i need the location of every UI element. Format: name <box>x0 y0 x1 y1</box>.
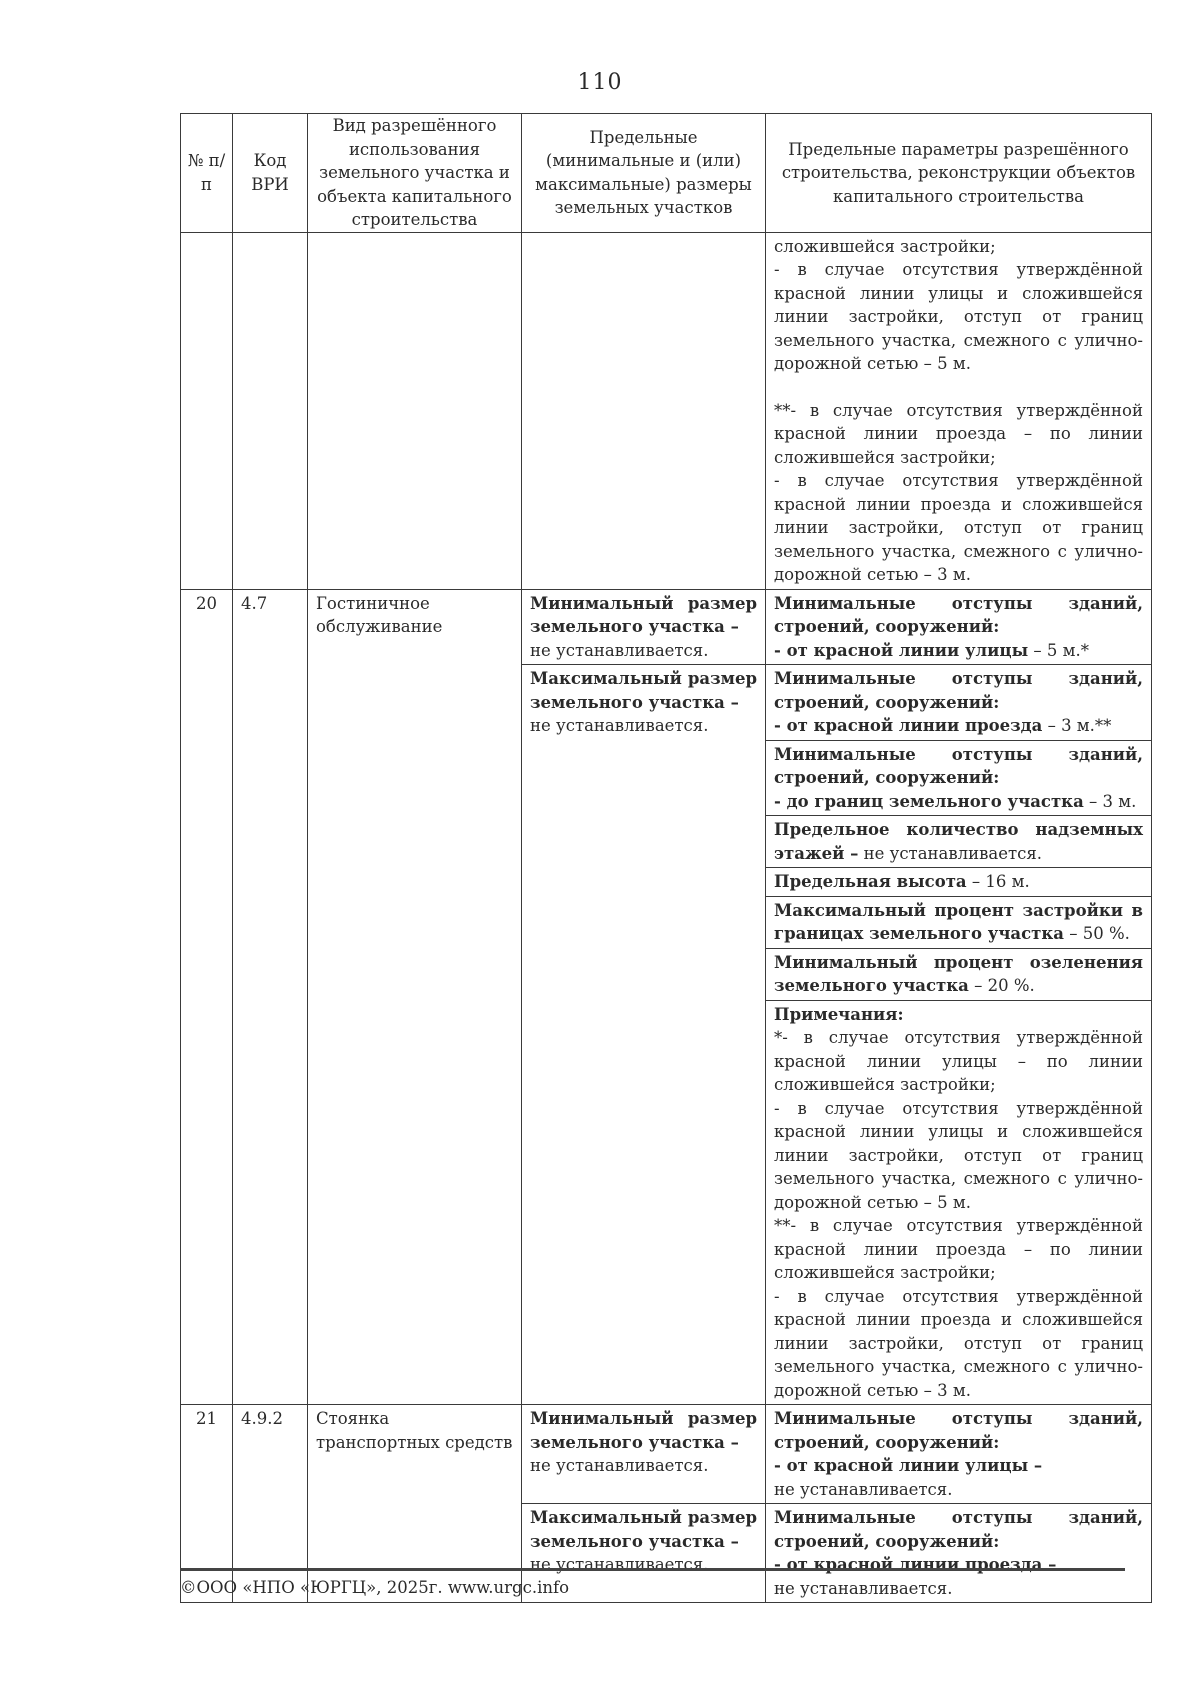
param-value: – 20 %. <box>968 976 1035 995</box>
param-value: не устанавливается. <box>858 843 1043 863</box>
param-label: Минимальные отступы зданий, строений, сооружений: <box>774 593 1143 636</box>
footer-divider <box>180 1568 1125 1571</box>
header-plot-size: Предельные (минимальные и (или) максимальные) размеры земельных участков <box>522 114 766 233</box>
min-plot-size-value: не устанавливается. <box>530 640 709 660</box>
table-row-continuation <box>181 232 1152 589</box>
row-use-name: Гостиничное обслуживание <box>308 589 522 1405</box>
param-value: – 50 %. <box>1063 924 1130 943</box>
param-label: Минимальные отступы зданий, строений, сооружений: <box>774 669 1143 712</box>
max-plot-size-label: Максимальный размер земельного участка – <box>530 1508 757 1551</box>
param-value: не устанавливается. <box>774 1479 953 1499</box>
row-number: 21 <box>181 1405 233 1603</box>
continuation-text-1: сложившейся застройки; - в случае отсутствия утверждённой красной линии улицы и сложившейся линии застройки, отступ от границ земельного участка, смежного с улично-дорожной сетью – 5 м. <box>774 236 1143 373</box>
param-label: Максимальный процент застройки в границах земельного участка <box>774 900 1143 943</box>
param-label: Минимальный процент озеленения земельного участка <box>774 952 1143 995</box>
cell-empty <box>181 232 233 589</box>
param-label: Минимальные отступы зданий, строений, сооружений: <box>774 1409 1143 1452</box>
param-sublabel: - от красной линии улицы <box>774 640 1029 660</box>
param-setback-driveway <box>766 1504 1152 1603</box>
param-setback-street <box>766 589 1152 665</box>
param-sublabel: - от красной линии проезда – <box>774 1555 1057 1574</box>
max-plot-size <box>522 665 766 1405</box>
param-sublabel: - от красной линии улицы – <box>774 1456 1043 1475</box>
param-label: Предельная высота <box>774 872 967 891</box>
cell-empty <box>522 232 766 589</box>
cell-empty <box>308 232 522 589</box>
param-value: – 3 м.** <box>1042 716 1112 735</box>
table-header-row <box>181 114 1152 233</box>
min-plot-size-value: не устанавливается. <box>530 1456 709 1475</box>
max-plot-size-value: не устанавливается. <box>530 716 709 735</box>
max-plot-size-value: не устанавливается. <box>530 1555 709 1574</box>
param-sublabel: - до границ земельного участка <box>774 791 1084 811</box>
param-sublabel: - от красной линии проезда <box>774 716 1043 735</box>
min-plot-size-label: Минимальный размер земельного участка – <box>530 593 757 636</box>
table-row-20 <box>181 589 1152 665</box>
param-value: – 5 м.* <box>1028 640 1089 660</box>
min-plot-size-label: Минимальный размер земельного участка – <box>530 1409 757 1452</box>
regulations-table <box>180 113 1152 1603</box>
param-setback-plot <box>766 740 1152 816</box>
header-code: Код ВРИ <box>233 114 308 233</box>
notes-text: *- в случае отсутствия утверждённой красной линии улицы – по линии сложившейся застройки; - в случае отсутствия утверждённой красной линии улицы и сложившейся линии застройки, отступ от границ земельного участка, смежного с улично-дорожной сетью – 5 м. **- в случае отсутствия утверждённой красной линии проезда – по линии сложившейся застройки; - в случае отсутствия утверждённой красной линии проезда и сложившейся линии застройки, отступ от границ земельного участка, смежного с улично-дорожной сетью – 3 м. <box>774 1028 1143 1400</box>
min-plot-size <box>522 1405 766 1504</box>
cell-continuation-notes <box>766 232 1152 589</box>
header-use-type: Вид разрешённого использования земельного участка и объекта капитального строительства <box>308 114 522 233</box>
max-plot-size-label: Максимальный размер земельного участка – <box>530 669 757 712</box>
row-number: 20 <box>181 589 233 1405</box>
header-parameters: Предельные параметры разрешённого строительства, реконструкции объектов капитального строительства <box>766 114 1152 233</box>
footer-copyright: ©ООО «НПО «ЮРГЦ», 2025г. www.urgc.info <box>180 1578 570 1597</box>
notes-title: Примечания: <box>774 1004 904 1024</box>
param-label: Минимальные отступы зданий, строений, сооружений: <box>774 744 1143 787</box>
table-row-21 <box>181 1405 1152 1504</box>
param-setback-street <box>766 1405 1152 1504</box>
page-number: 110 <box>577 70 623 95</box>
param-value: – 16 м. <box>966 872 1030 891</box>
param-greening <box>766 948 1152 1000</box>
param-setback-driveway <box>766 665 1152 741</box>
row-use-name: Стоянка транспортных средств <box>308 1405 522 1603</box>
continuation-text-2: **- в случае отсутствия утверждённой красной линии проезда – по линии сложившейся застройки; - в случае отсутствия утверждённой красной линии проезда и сложившейся линии застройки, отступ от границ земельного участка, смежного с улично-дорожной сетью – 3 м. <box>774 400 1143 584</box>
notes-cell <box>766 1000 1152 1405</box>
param-coverage <box>766 896 1152 948</box>
param-height <box>766 868 1152 897</box>
min-plot-size <box>522 589 766 665</box>
param-label: Минимальные отступы зданий, строений, сооружений: <box>774 1508 1143 1551</box>
row-code: 4.9.2 <box>233 1405 308 1603</box>
cell-empty <box>233 232 308 589</box>
header-num: № п/п <box>181 114 233 233</box>
row-code: 4.7 <box>233 589 308 1405</box>
param-value: – 3 м. <box>1083 791 1137 811</box>
param-value: не устанавливается. <box>774 1578 953 1598</box>
param-label: Предельное количество надземных этажей – <box>774 820 1143 863</box>
param-floors <box>766 816 1152 868</box>
